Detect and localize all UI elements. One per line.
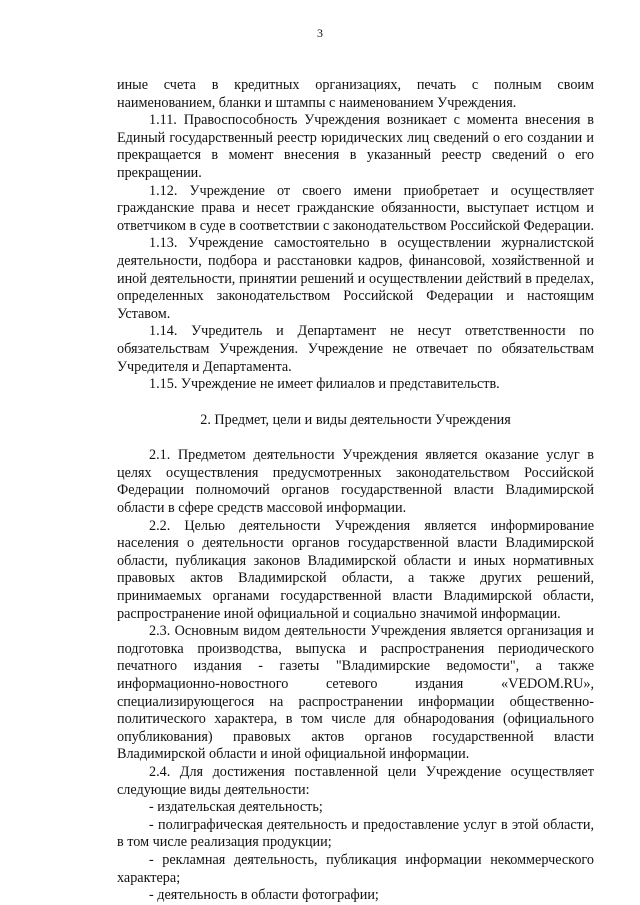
paragraph: 2.1. Предметом деятельности Учреждения является оказание услуг в целях осуществления предусмотренных законодательством Российской Федерации полномочий органов государственной власти Владимирской области в сфере средств массовой информации. xyxy=(117,447,594,517)
paragraph: - деятельность в области фотографии; xyxy=(149,887,379,904)
paragraph: 1.11. Правоспособность Учреждения возникает с момента внесения в Единый государственный реестр юридических лиц сведений о его создании и прекращается в момент внесения в указанный реестр сведений о его прекращении. xyxy=(117,112,594,181)
section-1-continued xyxy=(117,77,594,394)
section-heading: 2. Предмет, цели и виды деятельности Учреждения xyxy=(200,411,511,428)
paragraph: иные счета в кредитных организациях, печать с полным своим наименованием, бланки и штампы с наименованием Учреждения. xyxy=(117,77,594,111)
paragraph: - издательская деятельность; xyxy=(149,799,323,816)
page-number: 3 xyxy=(317,26,323,40)
paragraph: 2.2. Целью деятельности Учреждения является информирование населения о деятельности органов государственной власти Владимирской области, публикация законов Владимирской области и иных нормативных правовых актов Владимирской области, а также других решений, принимаемых органами государственной власти Владимирской области, распространение иной официальной и социально значимой информации. xyxy=(117,517,594,622)
section-2 xyxy=(117,447,594,904)
paragraph: 2.4. Для достижения поставленной цели Учреждение осуществляет следующие виды деятельности: xyxy=(117,763,594,798)
paragraph: 2.3. Основным видом деятельности Учреждения является организация и подготовка производства, выпуска и распространения периодического печатного издания - газеты "Владимирские ведомости", а также информационно-новостного сетевого издания «VEDOM.RU», специализирующегося на распространении информации общественно-политического характера, в том числе для обнародования (официального опубликования) правовых актов органов государственной власти Владимирской области и иной официальной информации. xyxy=(117,623,594,763)
paragraph: 1.14. Учредитель и Департамент не несут ответственности по обязательствам Учреждения. Учреждение не отвечает по обязательствам Учредителя и Департамента. xyxy=(117,323,594,375)
paragraph: - рекламная деятельность, публикация информации некоммерческого характера; xyxy=(117,851,594,886)
paragraph: 1.13. Учреждение самостоятельно в осуществлении журналистской деятельности, подбора и расстановки кадров, финансовой, хозяйственной и иной деятельности, принятии решений и осуществлении действий в пределах, определенных законодательством Российской Федерации и настоящим Уставом. xyxy=(117,235,594,322)
paragraph: 1.15. Учреждение не имеет филиалов и представительств. xyxy=(149,376,500,393)
document-body xyxy=(117,77,594,905)
paragraph: 1.12. Учреждение от своего имени приобретает и осуществляет гражданские права и несет гражданские обязанности, выступает истцом и ответчиком в суде в соответствии с законодательством Российской Федерации. xyxy=(117,182,594,234)
paragraph: - полиграфическая деятельность и предоставление услуг в этой области, в том числе реализация продукции; xyxy=(117,816,594,851)
